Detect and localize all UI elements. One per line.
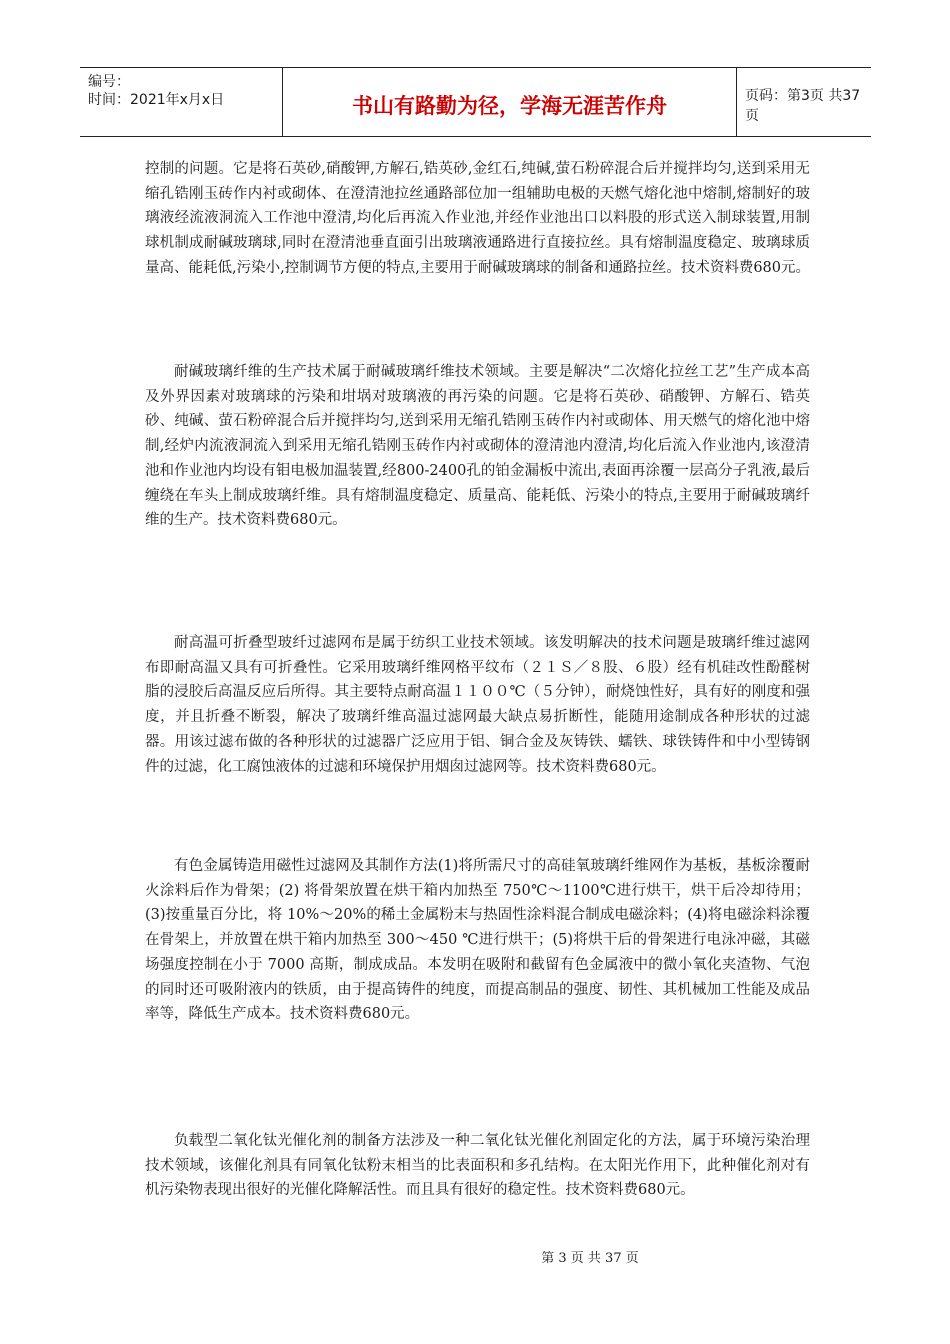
header-left-cell xyxy=(80,68,283,136)
paragraph-alkali-resistant-fiber: 耐碱玻璃纤维的生产技术属于耐碱玻璃纤维技术领域。主要是解决“二次熔化拉丝工艺”生产成本高及外界因素对玻璃球的污染和坩埚对玻璃液的再污染的问题。它是将石英砂、硝酸钾、方解石、锆英砂、纯碱、萤石粉碎混合后并搅拌均匀,送到采用无缩孔锆刚玉砖作内衬或砌体、用天燃气的熔化池中熔制,经炉内流液洞流入到采用无缩孔锆刚玉砖作内衬或砌体的澄清池内澄清,均化后流入作业池内,该澄清池和作业池内均设有钼电极加温装置,经800-2400孔的铂金漏板中流出,表面再涂覆一层高分子乳液,最后缠绕在车头上制成玻璃纤维。具有熔制温度稳定、质量高、能耗低、污染小的特点,主要用于耐碱玻璃纤维的生产。技术资料费680元。 xyxy=(145,364,810,529)
paragraph-filter-cloth: 耐高温可折叠型玻纤过滤网布是属于纺织工业技术领域。该发明解决的技术问题是玻璃纤维过滤网布即耐高温又具有可折叠性。它采用玻璃纤维网格平纹布（２１Ｓ／８股、６股）经有机硅改性酚醛树脂的浸胶后高温反应后所得。其主要特点耐高温１１００℃（５分钟），耐烧蚀性好，具有好的刚度和强度，并且折叠不断裂，解决了玻璃纤维高温过滤网最大缺点易折断性，能随用途制成各种形状的过滤器。用该过滤布做的各种形状的过滤器广泛应用于铝、铜合金及灰铸铁、蠕铁、球铁铸件和中小型铸钢件的过滤，化工腐蚀液体的过滤和环境保护用烟囱过滤网等。技术资料费680元。 xyxy=(145,635,810,775)
document-date: 时间：2021年x月x日 xyxy=(88,92,225,108)
page-footer: 第 3 页 共 37 页 xyxy=(541,1251,639,1266)
paragraph-magnetic-filter: 有色金属铸造用磁性过滤网及其制作方法(1)将所需尺寸的高硅氧玻璃纤维网作为基板，基板涂覆耐火涂料后作为骨架；(2) 将骨架放置在烘干箱内加热至 750℃～1100℃进行烘干，烘干后冷却待用； (3)按重量百分比，将 10%～20%的稀土金属粉末与热固性涂料混合制成电磁涂料；(4)将电磁涂料涂覆在骨架上，并放置在烘干箱内加热至 300～450 ℃进行烘干；(5)将烘干后的骨架进行电泳冲磁，其磁场强度控制在小于 7000 高斯，制成成品。本发明在吸附和截留有色金属液中的微小氧化夹渣物、气泡的同时还可吸附液内的铁质，由于提高铸件的纯度，而提高制品的强度、韧性、其机械加工性能及成品率等，降低生产成本。技术资料费680元。 xyxy=(145,858,810,1023)
paragraph-titanium-catalyst: 负载型二氧化钛光催化剂的制备方法涉及一种二氧化钛光催化剂固定化的方法，属于环境污染治理技术领域，该催化剂具有同氧化钛粉末相当的比表面积和多孔结构。在太阳光作用下，此种催化剂对有机污染物表现出很好的光催化降解活性。而且具有很好的稳定性。技术资料费680元。 xyxy=(145,1133,810,1199)
document-number-label: 编号： xyxy=(88,74,130,90)
page-header xyxy=(80,67,871,137)
header-page-info: 页码：第3页 共37页 xyxy=(745,88,861,124)
paragraph-glass-ball-continued: 控制的问题。它是将石英砂,硝酸钾,方解石,锆英砂,金红石,纯碱,萤石粉碎混合后并搅拌均匀,送到采用无缩孔锆刚玉砖作内衬或砌体、在澄清池拉丝通路部位加一组辅助电极的天燃气熔化池中熔制,熔制好的玻璃液经流液洞流入工作池中澄清,均化后再流入作业池,并经作业池出口以料股的形式送入制球装置,用制球机制成耐碱玻璃球,同时在澄清池垂直面引出玻璃液通路进行直接拉丝。具有熔制温度稳定、玻璃球质量高、能耗低,污染小,控制调节方便的特点,主要用于耐碱玻璃球的制备和通路拉丝。技术资料费680元。 xyxy=(145,161,810,276)
header-motto: 书山有路勤为径，学海无涯苦作舟 xyxy=(283,68,737,136)
